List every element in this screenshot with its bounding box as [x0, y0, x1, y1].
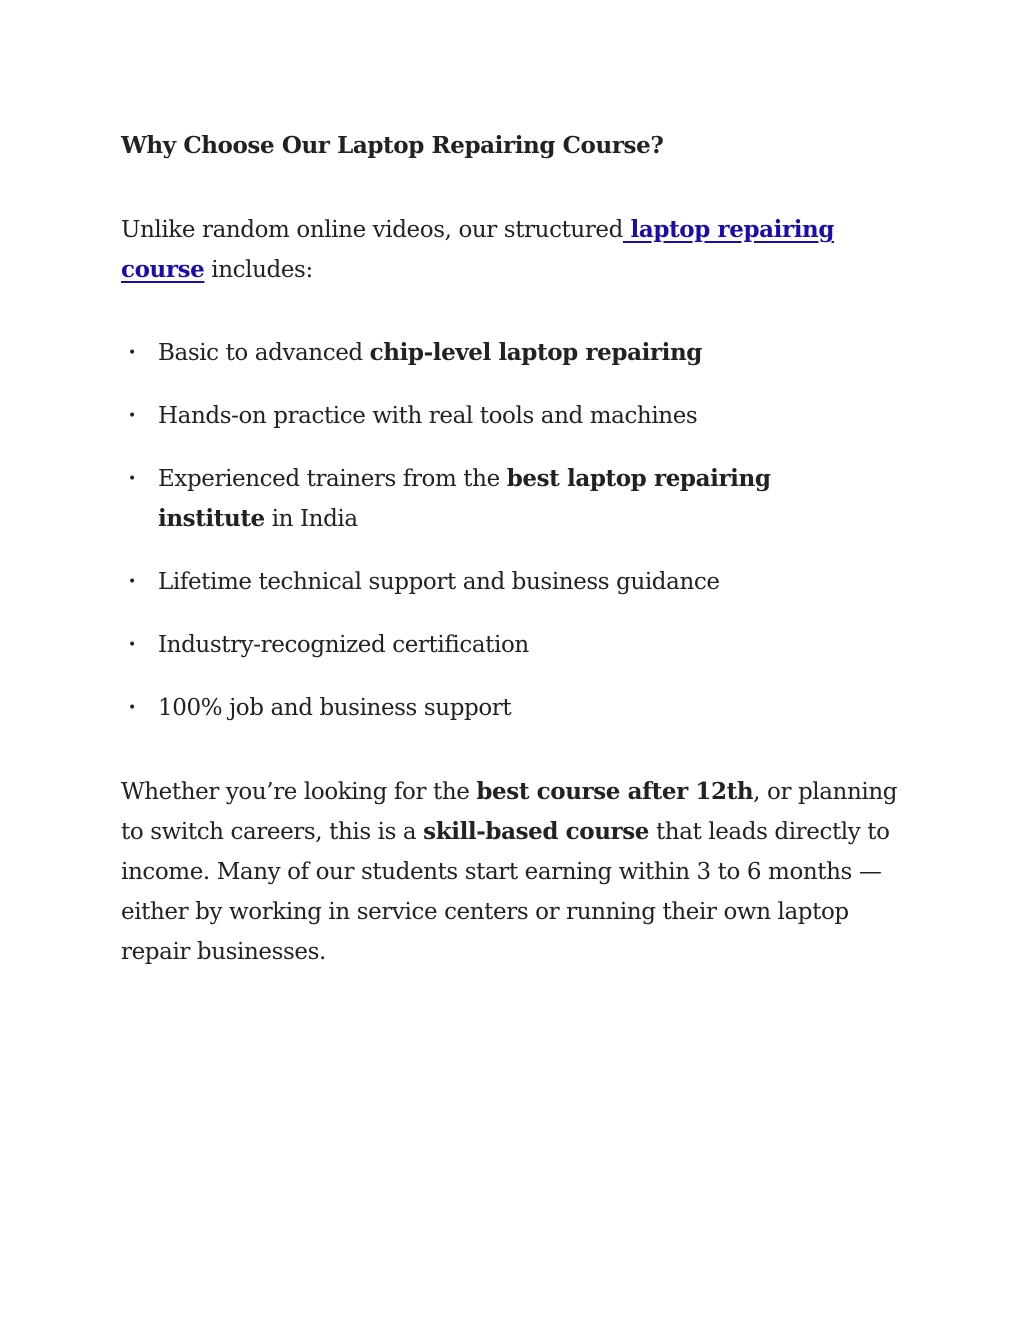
- bullet-icon: •: [128, 574, 136, 590]
- feature-text: Experienced trainers from the: [158, 466, 507, 492]
- feature-text-tail: in India: [264, 506, 358, 532]
- feature-text: Basic to advanced: [158, 340, 370, 366]
- closing-paragraph: [121, 772, 911, 972]
- list-item: [121, 625, 821, 665]
- closing-highlight-1: best course after 12th: [476, 778, 754, 805]
- laptop-repairing-course-link[interactable]: laptop repairing course: [121, 216, 835, 283]
- feature-text: Lifetime technical support and business guidance: [158, 569, 720, 595]
- intro-lead-text: Unlike random online videos, our structured: [121, 217, 623, 243]
- feature-highlight: chip-level laptop repairing: [369, 339, 702, 366]
- list-item: [121, 396, 821, 436]
- section-heading: Why Choose Our Laptop Repairing Course?: [121, 132, 664, 159]
- closing-text-3: that leads directly to income. Many of our students start earning within 3 to 6 months — either by working in service centers or running their own laptop repair businesses.: [121, 819, 890, 965]
- bullet-icon: •: [128, 700, 136, 716]
- feature-text: Hands-on practice with real tools and machines: [158, 403, 698, 429]
- feature-text: Industry-recognized certification: [158, 632, 529, 658]
- bullet-icon: •: [128, 471, 136, 487]
- feature-highlight: best laptop repairing institute: [158, 465, 771, 532]
- feature-list: [121, 333, 821, 751]
- bullet-icon: •: [128, 637, 136, 653]
- intro-tail-text: includes:: [204, 257, 313, 283]
- closing-text-2: , or planning to switch careers, this is a: [121, 779, 898, 845]
- bullet-icon: •: [128, 345, 136, 361]
- closing-text-1: Whether you’re looking for the: [121, 779, 477, 805]
- intro-paragraph: [121, 210, 841, 290]
- list-item: [121, 459, 821, 539]
- list-item: [121, 562, 821, 602]
- closing-highlight-2: skill-based course: [423, 818, 650, 845]
- feature-text: 100% job and business support: [158, 695, 512, 721]
- bullet-icon: •: [128, 408, 136, 424]
- list-item: [121, 333, 821, 373]
- list-item: [121, 688, 821, 728]
